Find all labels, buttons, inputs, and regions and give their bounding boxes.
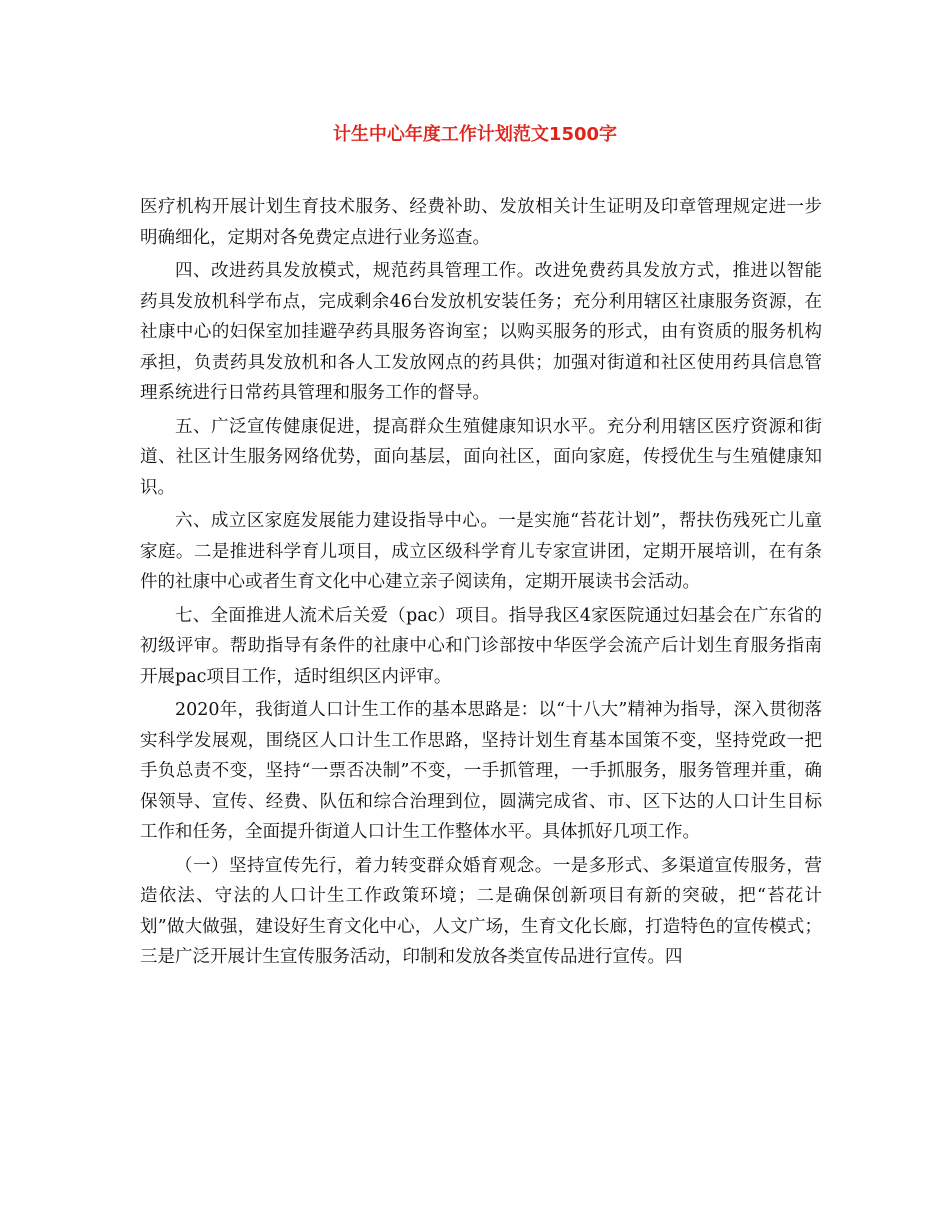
paragraph: 七、全面推进人流术后关爱（pac）项目。指导我区4家医院通过妇基会在广东省的初级评审。帮助指导有条件的社康中心和门诊部按中华医学会流产后计划生育服务指南开展pac项目工作，适时组织区内评审。 xyxy=(140,605,822,687)
paragraph: 五、广泛宣传健康促进，提高群众生殖健康知识水平。充分利用辖区医疗资源和街道、社区计生服务网络优势，面向基层，面向社区，面向家庭，传授优生与生殖健康知识。 xyxy=(140,416,822,498)
paragraph: 医疗机构开展计划生育技术服务、经费补助、发放相关计生证明及印章管理规定进一步明确细化，定期对各免费定点进行业务巡查。 xyxy=(140,197,822,248)
document-title: 计生中心年度工作计划范文1500字 xyxy=(332,124,618,145)
paragraph: 2020年，我街道人口计生工作的基本思路是：以“十八大”精神为指导，深入贯彻落实科学发展观，围绕区人口计生工作思路，坚持计划生育基本国策不变，坚持党政一把手负总责不变，坚持“一票否决制”不变，一手抓管理，一手抓服务，服务管理并重，确保领导、宣传、经费、队伍和综合治理到位，圆满完成省、市、区下达的人口计生目标工作和任务，全面提升街道人口计生工作整体水平。具体抓好几项工作。 xyxy=(140,700,822,842)
document-body xyxy=(140,192,822,976)
paragraph: 六、成立区家庭发展能力建设指导中心。一是实施“苔花计划”，帮扶伤残死亡儿童家庭。二是推进科学育儿项目，成立区级科学育儿专家宣讲团，定期开展培训，在有条件的社康中心或者生育文化中心建立亲子阅读角，定期开展读书会活动。 xyxy=(140,511,822,592)
paragraph: 四、改进药具发放模式，规范药具管理工作。改进免费药具发放方式，推进以智能药具发放机科学布点，完成剩余46台发放机安装任务；充分利用辖区社康服务资源，在社康中心的妇保室加挂避孕药具服务咨询室；以购买服务的形式，由有资质的服务机构承担，负责药具发放机和各人工发放网点的药具供；加强对街道和社区使用药具信息管理系统进行日常药具管理和服务工作的督导。 xyxy=(140,261,822,403)
paragraph: （一）坚持宣传先行，着力转变群众婚育观念。一是多形式、多渠道宣传服务，营造依法、守法的人口计生工作政策环境；二是确保创新项目有新的突破，把“苔花计划”做大做强，建设好生育文化中心，人文广场，生育文化长廊，打造特色的宣传模式；三是广泛开展计生宣传服务活动，印制和发放各类宣传品进行宣传。四 xyxy=(140,855,822,967)
